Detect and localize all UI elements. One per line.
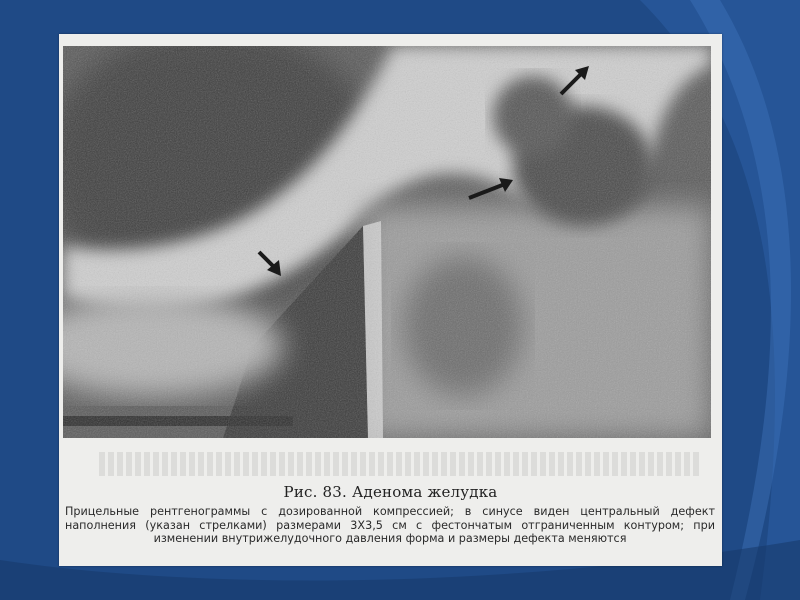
figure-card — [59, 34, 722, 566]
arrow-icon — [557, 64, 591, 98]
arrow-icon — [255, 248, 285, 278]
figure-caption: Прицельные рентгенограммы с дозированной компрессией; в синусе виден центральный дефект наполнения (указан стрелками) размерами 3Х3,5 см с фестончатым отграниченным контуром; при изменении внутрижелудочного давления форма и размеры дефекта меняются — [65, 505, 715, 546]
arrow-icon — [467, 176, 515, 202]
figure-title: Рис. 83. Аденома желудка — [283, 483, 498, 501]
xray-image — [63, 46, 711, 438]
bleed-through-text — [99, 452, 699, 476]
